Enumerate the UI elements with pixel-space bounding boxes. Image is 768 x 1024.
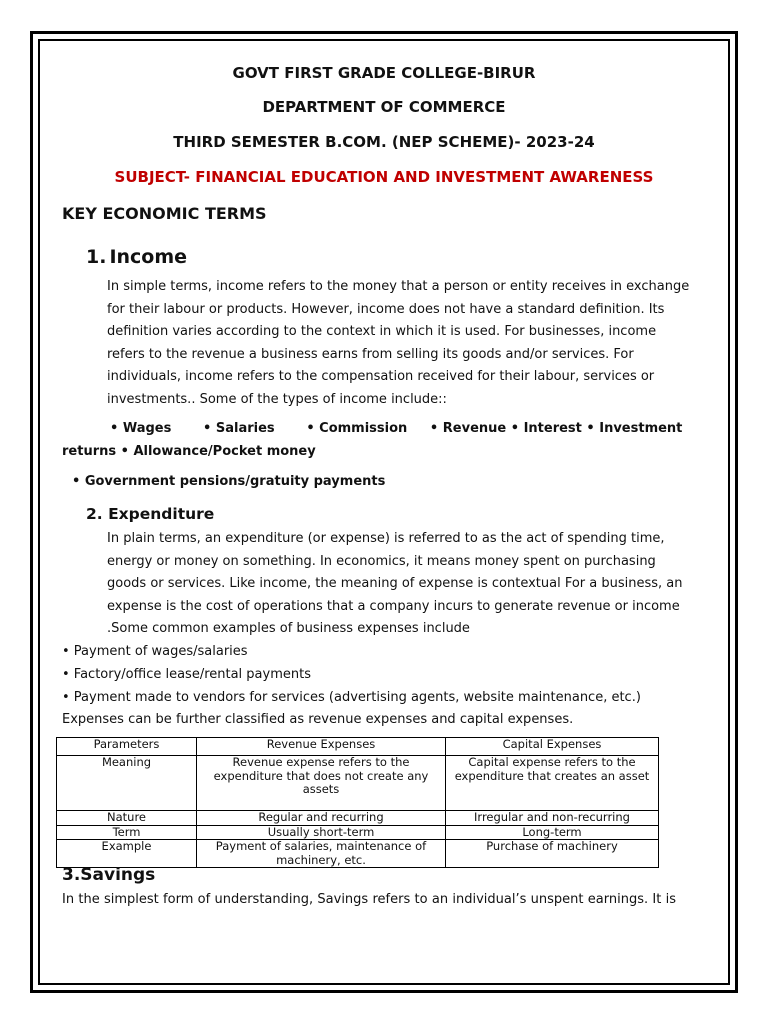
table-row bbox=[57, 840, 659, 868]
expenditure-line: .Some common examples of business expenses include bbox=[107, 621, 470, 637]
table-cell: Payment of salaries, maintenance of machinery, etc. bbox=[197, 840, 446, 868]
department-name: DEPARTMENT OF COMMERCE bbox=[262, 98, 506, 116]
table-row bbox=[57, 811, 659, 826]
income-types-line1: • Wages • Salaries • Commission • Revenue • Interest • Investment bbox=[110, 421, 683, 436]
table-cell: Usually short-term bbox=[197, 825, 446, 840]
income-line: definition varies according to the context in which it is used. For businesses, income bbox=[107, 324, 657, 340]
savings-heading: 3.Savings bbox=[62, 865, 156, 885]
table-header-row bbox=[57, 738, 659, 756]
table-cell: Regular and recurring bbox=[197, 811, 446, 826]
expenditure-line: energy or money on something. In economics, it means money spent on purchasing bbox=[107, 553, 656, 569]
expenditure-line: expense is the cost of operations that a company incurs to generate revenue or income bbox=[107, 598, 680, 614]
income-heading bbox=[86, 246, 187, 268]
income-title: Income bbox=[109, 246, 188, 268]
income-paragraph bbox=[107, 276, 690, 412]
section-title: KEY ECONOMIC TERMS bbox=[62, 204, 267, 223]
expenditure-paragraph bbox=[107, 528, 683, 641]
college-name: GOVT FIRST GRADE COLLEGE-BIRUR bbox=[232, 64, 536, 82]
table-cell: Long-term bbox=[446, 825, 659, 840]
table-header-cell: Parameters bbox=[57, 738, 197, 756]
subject-title: SUBJECT- FINANCIAL EDUCATION AND INVESTMENT AWARENESS bbox=[114, 168, 654, 186]
table-cell: Nature bbox=[57, 811, 197, 826]
table-cell: Irregular and non-recurring bbox=[446, 811, 659, 826]
income-types-line3: • Government pensions/gratuity payments bbox=[72, 474, 386, 489]
expenditure-line: goods or services. Like income, the meaning of expense is contextual For a business, an bbox=[107, 576, 683, 592]
income-number: 1. bbox=[86, 246, 107, 268]
expense-bullet: • Factory/office lease/rental payments bbox=[62, 667, 311, 682]
income-line: investments.. Some of the types of income include:: bbox=[107, 391, 447, 407]
table-cell: Term bbox=[57, 825, 197, 840]
expenditure-line: In plain terms, an expenditure (or expense) is referred to as the act of spending time, bbox=[107, 531, 665, 546]
expense-comparison-table bbox=[56, 737, 659, 868]
income-line: In simple terms, income refers to the money that a person or entity receives in exchange bbox=[107, 279, 690, 294]
table-cell: Purchase of machinery bbox=[446, 840, 659, 868]
income-line: individuals, income refers to the compensation received for their labour, services or bbox=[107, 369, 655, 385]
table-header-cell: Revenue Expenses bbox=[197, 738, 446, 756]
table-cell: Meaning bbox=[57, 756, 197, 811]
savings-paragraph: In the simplest form of understanding, Savings refers to an individual’s unspent earnings. It is bbox=[62, 892, 676, 907]
expense-bullet: • Payment made to vendors for services (advertising agents, website maintenance, etc.) bbox=[62, 690, 641, 705]
income-line: refers to the revenue a business earns from selling its goods and/or services. For bbox=[107, 346, 634, 362]
income-line: for their labour or products. However, income does not have a standard definition. Its bbox=[107, 301, 665, 317]
table-cell: Revenue expense refers to the expenditure that does not create any assets bbox=[197, 756, 446, 811]
table-row bbox=[57, 756, 659, 811]
table-header-cell: Capital Expenses bbox=[446, 738, 659, 756]
expenditure-heading: 2. Expenditure bbox=[86, 505, 215, 523]
table-cell: Example bbox=[57, 840, 197, 868]
table-cell: Capital expense refers to the expenditure that creates an asset bbox=[446, 756, 659, 811]
expense-bullet: • Payment of wages/salaries bbox=[62, 644, 248, 659]
expense-classification: Expenses can be further classified as revenue expenses and capital expenses. bbox=[62, 712, 574, 727]
table-row bbox=[57, 825, 659, 840]
semester-title: THIRD SEMESTER B.COM. (NEP SCHEME)- 2023-24 bbox=[173, 133, 595, 151]
income-types-line2: returns • Allowance/Pocket money bbox=[62, 444, 316, 459]
